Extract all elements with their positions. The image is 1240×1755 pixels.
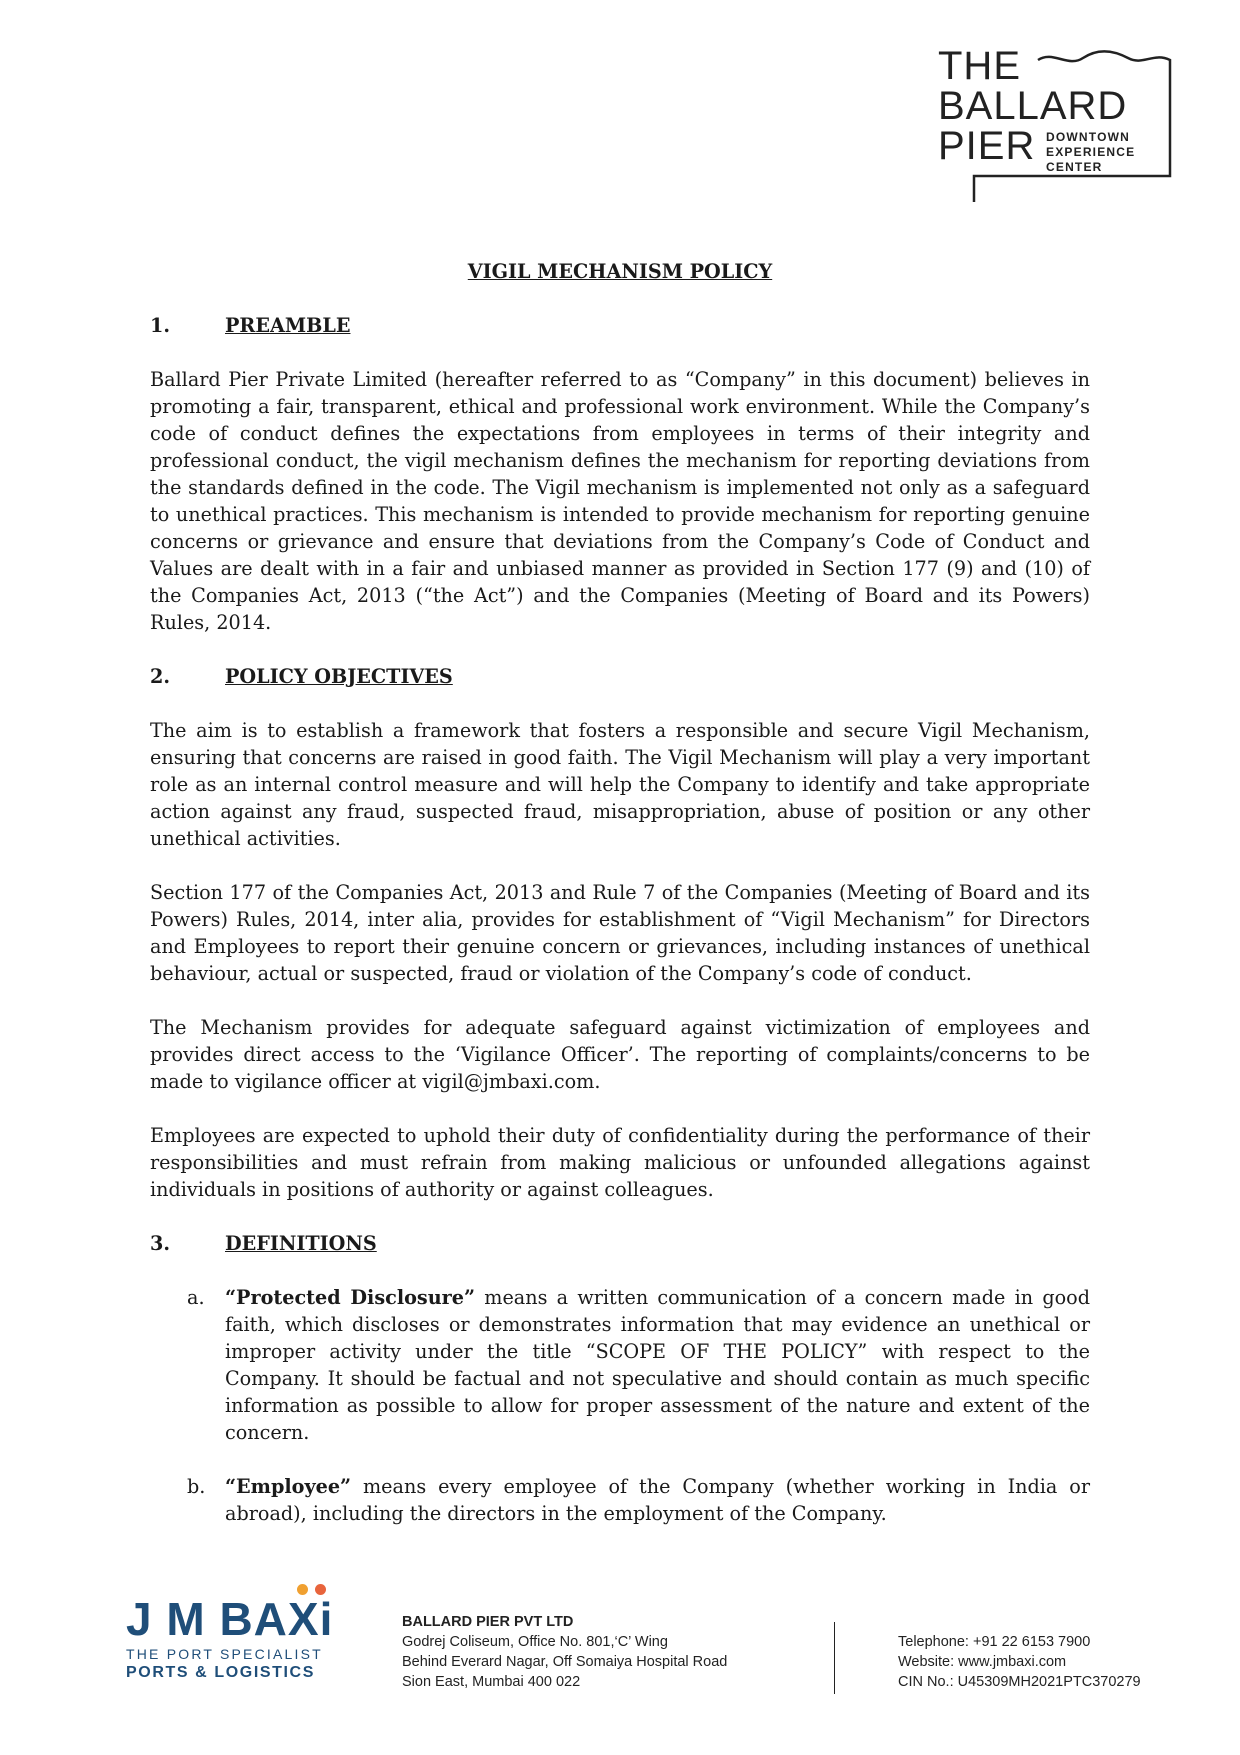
footer-company-name: BALLARD PIER PVT LTD [402,1614,574,1630]
section-number: 2. [150,665,171,688]
section-heading-preamble [150,312,1090,339]
objectives-paragraph-3: The Mechanism provides for adequate safeguard against victimization of employees and provides direct access to the ‘Vigilance Officer’. The reporting of complaints/concerns to be made to vigilance officer at vigil@jmbaxi.com. [150,1016,1090,1093]
footer-address [402,1612,727,1692]
definition-term: “Employee” [225,1475,352,1498]
footer-cin: CIN No.: U45309MH2021PTC370279 [898,1674,1141,1690]
logo-word-ballard: BALLARD [938,84,1128,128]
section-number: 3. [150,1232,171,1255]
logo-sub-line-1: DOWNTOWN [1046,130,1131,144]
document-title: VIGIL MECHANISM POLICY [467,260,773,283]
section-heading-definitions [150,1230,1090,1257]
logo-subtitle [1046,130,1135,175]
footer-address-line: Sion East, Mumbai 400 022 [402,1674,581,1690]
document-body [150,258,1090,1554]
section-heading-objectives [150,663,1090,690]
logo-sub-line-3: CENTER [1046,160,1103,174]
objectives-paragraph-1: The aim is to establish a framework that fosters a responsible and secure Vigil Mechanism, ensuring that concerns are raised in good faith. The Vigil Mechanism will play a very important role as an internal control measure and will help the Company to identify and take appropriate action against any fraud, suspected fraud, misappropriation, abuse of position or any other unethical activities. [150,719,1090,850]
logo-wordmark: J M BAXi [126,1593,334,1645]
preamble-paragraph: Ballard Pier Private Limited (hereafter referred to as “Company” in this document) believes in promoting a fair, transparent, ethical and professional work environment. While the Company’s code of conduct defines the expectations from employees in terms of their integrity and professional conduct, the vigil mechanism defines the mechanism for reporting deviations from the standards defined in the code. The Vigil mechanism is implemented not only as a safeguard to unethical practices. This mechanism is intended to provide mechanism for reporting genuine concerns or grievance and ensure that deviations from the Company’s Code of Conduct and Values are dealt with in a fair and unbiased manner as provided in Section 177 (9) and (10) of the Companies Act, 2013 (“the Act”) and the Companies (Meeting of Board and its Powers) Rules, 2014. [150,368,1090,634]
ballard-pier-logo [938,46,1188,202]
logo-word-the: THE [938,44,1021,88]
definition-letter: b. [187,1475,206,1498]
section-number: 1. [150,314,171,337]
footer-divider [834,1622,835,1694]
definition-term: “Protected Disclosure” [225,1286,476,1309]
definition-item [150,1473,1090,1527]
footer-contact [898,1632,1141,1692]
objectives-paragraph-4: Employees are expected to uphold their duty of confidentiality during the performance of their responsibilities and must refrain from making malicious or unfounded allegations against individuals in positions of authority or against colleagues. [150,1124,1090,1201]
jm-baxi-logo [126,1584,336,1684]
section-title: POLICY OBJECTIVES [225,665,453,688]
section-title: PREAMBLE [225,314,351,337]
definition-item [150,1284,1090,1446]
definition-body [225,1473,1090,1527]
footer-telephone: Telephone: +91 22 6153 7900 [898,1634,1091,1650]
logo-sub-line-2: EXPERIENCE [1046,145,1136,159]
logo-word-pier: PIER [938,124,1036,168]
definition-text: means every employee of the Company (whether working in India or abroad), including the directors in the employment of the Company. [225,1475,1090,1525]
definition-letter: a. [187,1286,205,1309]
logo-tagline: THE PORT SPECIALIST [126,1646,323,1662]
definition-text: means a written communication of a concern made in good faith, which discloses or demonstrates information that may evidence an unethical or improper activity under the title “SCOPE OF THE POLICY” with respect to the Company. It should be factual and not speculative and should contain as much specific information as possible to allow for proper assessment of the nature and extent of the concern. [225,1286,1090,1444]
section-title: DEFINITIONS [225,1232,377,1255]
objectives-paragraph-2: Section 177 of the Companies Act, 2013 and Rule 7 of the Companies (Meeting of Board and its Powers) Rules, 2014, inter alia, provides for establishment of “Vigil Mechanism” for Directors and Employees to report their genuine concern or grievances, including instances of unethical behaviour, actual or suspected, fraud or violation of the Company’s code of conduct. [150,881,1090,985]
footer-address-line: Godrej Coliseum, Office No. 801,‘C’ Wing [402,1634,668,1650]
footer-website: Website: www.jmbaxi.com [898,1654,1067,1670]
definition-body [225,1284,1090,1446]
footer-address-line: Behind Everard Nagar, Off Somaiya Hospital Road [402,1654,728,1670]
logo-tagline-2: PORTS & LOGISTICS [126,1664,315,1681]
